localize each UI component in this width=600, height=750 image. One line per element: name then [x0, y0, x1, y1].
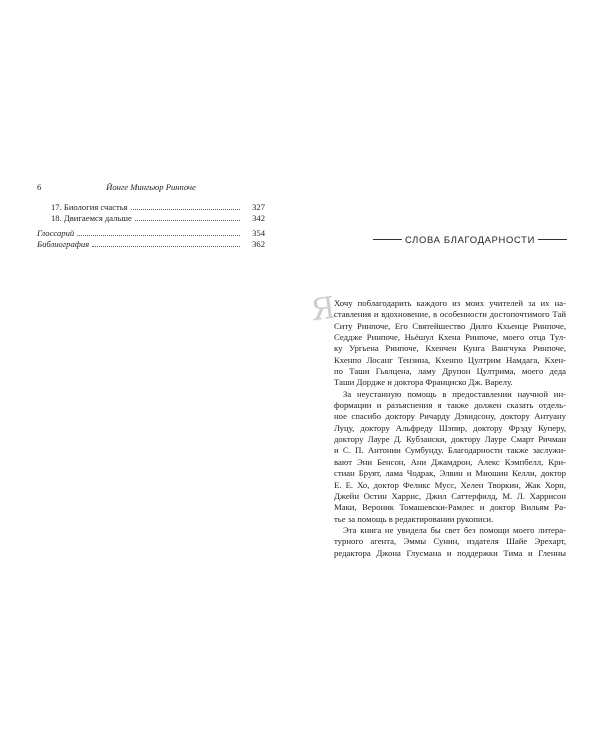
toc-entry	[37, 239, 265, 250]
text-line: За неустанную помощь в предоставлении научной ин-	[343, 388, 566, 399]
text-line: доктору Лауре Д. Кубзански, доктору Лауре Смарт Ричман	[334, 434, 566, 445]
toc-leader-dots	[92, 246, 240, 247]
toc-back-matter	[37, 228, 265, 250]
text-line: и С. П. Антонии Сумбунду. Благодарности также заслужи-	[334, 445, 566, 456]
text-line: Ситу Ринпоче, Его Святейшество Дилго Кхьенце Ринпоче,	[334, 320, 566, 331]
drop-cap-ornament: Я	[308, 290, 338, 329]
text-line: Е. Е. Хо, доктор Феликс Мусс, Хелен Творкин, Жак Хорн,	[334, 479, 566, 490]
text-line: ставления и вдохновение, в особенности достопочтимого Тай	[334, 309, 566, 320]
toc-leader-dots	[77, 235, 240, 236]
text-line: ное спасибо доктору Ричарду Дэвидсону, доктору Антуану	[334, 411, 566, 422]
text-line: Джейн Остин Харрис, Джил Саттерфилд, М. Л. Харрисон	[334, 490, 566, 501]
text-line: Эта книга не увидела бы свет без помощи моего литера-	[343, 524, 566, 535]
toc-entry-page: 327	[252, 202, 265, 212]
acknowledgements-body	[334, 298, 566, 559]
page-number: 6	[37, 182, 42, 192]
toc-leader-dots	[131, 209, 240, 210]
text-line: Маки, Вероник Томашевски-Рамлес и доктор Вильям Ра-	[334, 502, 566, 513]
toc-entry	[51, 213, 265, 224]
text-line: Луцу, доктору Альфреду Шэпир, доктору Фрэду Куперу,	[334, 422, 566, 433]
toc-chapters	[37, 202, 265, 224]
text-line: Седдже Ринпоче, Ньёшул Кхена Ринпоче, моего отца Тул-	[334, 332, 566, 343]
toc-entry-title: Библиография	[37, 239, 90, 249]
toc-leader-dots	[135, 220, 240, 221]
toc-entry	[37, 228, 265, 239]
section-heading: СЛОВА БЛАГОДАРНОСТИ	[402, 233, 538, 246]
toc-entry-page: 342	[252, 213, 265, 223]
toc-entry-title: Глоссарий	[37, 228, 75, 238]
section-heading-block	[373, 233, 567, 246]
text-line: формации и разъяснения я также должен сказать отдель-	[334, 400, 566, 411]
toc-entry-title: 18. Двигаемся дальше	[51, 213, 132, 223]
text-line: турного агента, Эммы Сунин, издателя Шайе Эрехарт,	[334, 536, 566, 547]
text-line: Кхенпо Лосанг Тензина, Кхенпо Цултрим Намдага, Кхен-	[334, 354, 566, 365]
text-line: Хочу поблагодарить каждого из моих учителей за их на-	[334, 298, 566, 308]
right-page	[300, 0, 600, 750]
text-line: по Таши Гьялцена, ламу Друпон Цултрима, моего деда	[334, 366, 566, 377]
text-line: вают Эни Бенсон, Ани Джамдрон, Алекс Кэмпбелл, Кри-	[334, 456, 566, 467]
text-line: ку Ургьена Ринпоче, Кхенчен Кунга Вангчука Ринпоче,	[334, 343, 566, 354]
running-title: Йонге Мингьюр Ринпоче	[106, 182, 196, 192]
toc-entry	[51, 202, 265, 213]
text-line: тье за помощь в редактировании рукописи.	[334, 513, 494, 524]
text-line: Таши Дордже и доктора Франциско Дж. Варелу.	[334, 377, 513, 388]
text-line: стиан Бруят, лама Чодрак, Элвин и Миошин Келли, доктор	[334, 468, 566, 479]
toc-entry-title: 17. Биология счастья	[51, 202, 128, 212]
text-line: редактора Джона Глусмана и поддержки Тима и Гленны	[334, 547, 566, 558]
toc-entry-page: 362	[252, 239, 265, 249]
toc-entry-page: 354	[252, 228, 265, 238]
